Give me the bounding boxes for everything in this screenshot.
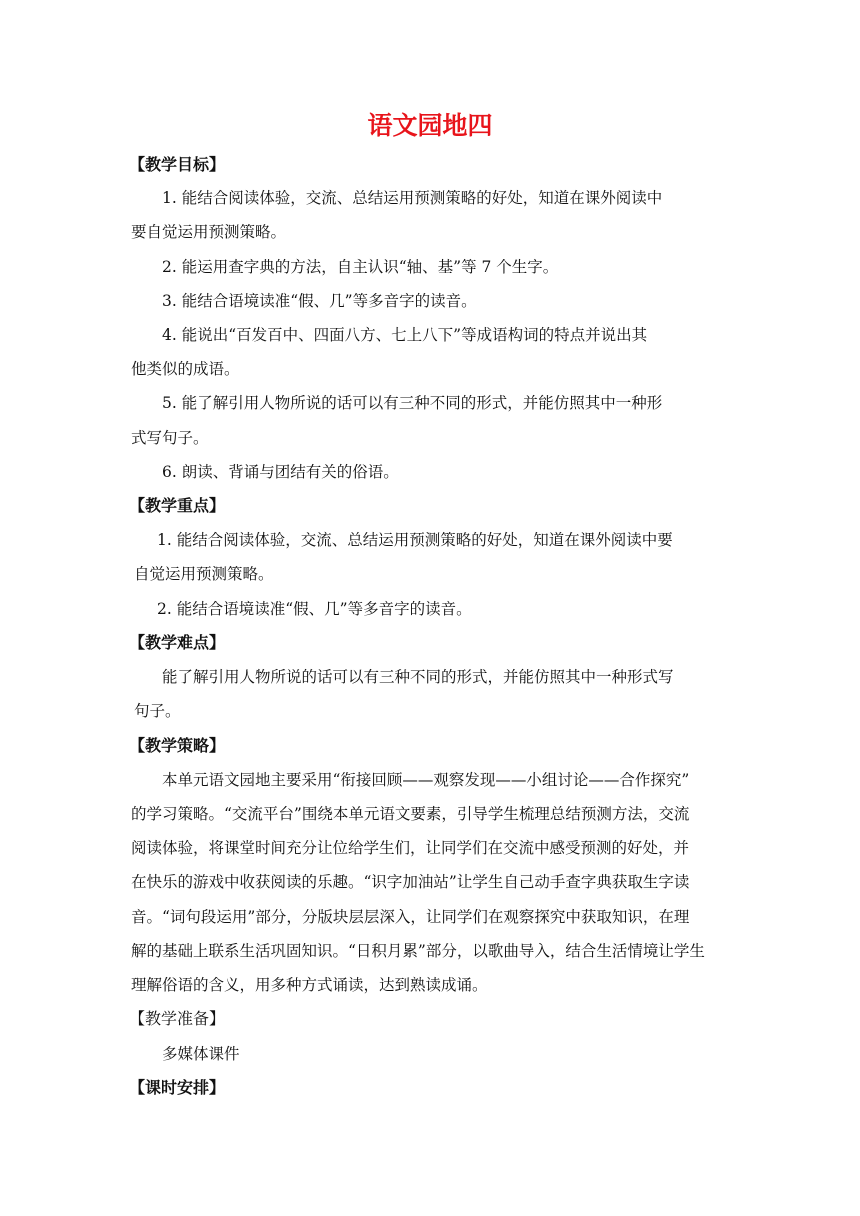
section-heading-difficulties: 【教学难点】 [129, 633, 226, 652]
document-title: 语文园地四 [367, 111, 493, 140]
goal-line: 5. 能了解引用人物所说的话可以有三种不同的形式，并能仿照其中一种形 [162, 394, 663, 412]
goal-line: 1. 能结合阅读体验，交流、总结运用预测策略的好处，知道在课外阅读中 [162, 189, 663, 207]
section-heading-strategy: 【教学策略】 [129, 736, 226, 755]
goal-line: 式写句子。 [131, 429, 209, 447]
strategy-line: 的学习策略。“交流平台”围绕本单元语文要素，引导学生梳理总结预测方法，交流 [131, 805, 690, 823]
strategy-line: 音。“词句段运用”部分，分版块层层深入，让同学们在观察探究中获取知识，在理 [131, 908, 690, 926]
section-heading-preparation: 【教学准备】 [129, 1009, 226, 1028]
goal-line: 要自觉运用预测策略。 [131, 223, 287, 241]
goal-line: 2. 能运用查字典的方法，自主认识“轴、基”等 7 个生字。 [162, 258, 559, 276]
strategy-line: 阅读体验，将课堂时间充分让位给学生们，让同学们在交流中感受预测的好处，并 [131, 839, 690, 857]
key-point-line: 自觉运用预测策略。 [134, 565, 274, 583]
strategy-line: 解的基础上联系生活巩固知识。“日积月累”部分，以歌曲导入，结合生活情境让学生 [131, 942, 705, 960]
strategy-line: 本单元语文园地主要采用“衔接回顾——观察发现——小组讨论——合作探究” [162, 771, 690, 789]
strategy-line: 理解俗语的含义，用多种方式诵读，达到熟读成诵。 [131, 976, 488, 994]
section-heading-schedule: 【课时安排】 [129, 1078, 226, 1097]
strategy-line: 在快乐的游戏中收获阅读的乐趣。“识字加油站”让学生自己动手查字典获取生字读 [131, 873, 690, 891]
goal-line: 他类似的成语。 [131, 360, 240, 378]
preparation-line: 多媒体课件 [162, 1045, 240, 1063]
key-point-line: 1. 能结合阅读体验，交流、总结运用预测策略的好处，知道在课外阅读中要 [157, 531, 673, 549]
goal-line: 4. 能说出“百发百中、四面八方、七上八下”等成语构词的特点并说出其 [162, 326, 648, 344]
difficulty-line: 能了解引用人物所说的话可以有三种不同的形式，并能仿照其中一种形式写 [162, 668, 674, 686]
section-heading-goals: 【教学目标】 [129, 155, 226, 174]
goal-line: 6. 朗读、背诵与团结有关的俗语。 [162, 463, 399, 481]
key-point-line: 2. 能结合语境读准“假、几”等多音字的读音。 [157, 600, 472, 618]
goal-line: 3. 能结合语境读准“假、几”等多音字的读音。 [162, 292, 477, 310]
section-heading-key-points: 【教学重点】 [129, 496, 226, 515]
difficulty-line: 句子。 [134, 702, 181, 720]
